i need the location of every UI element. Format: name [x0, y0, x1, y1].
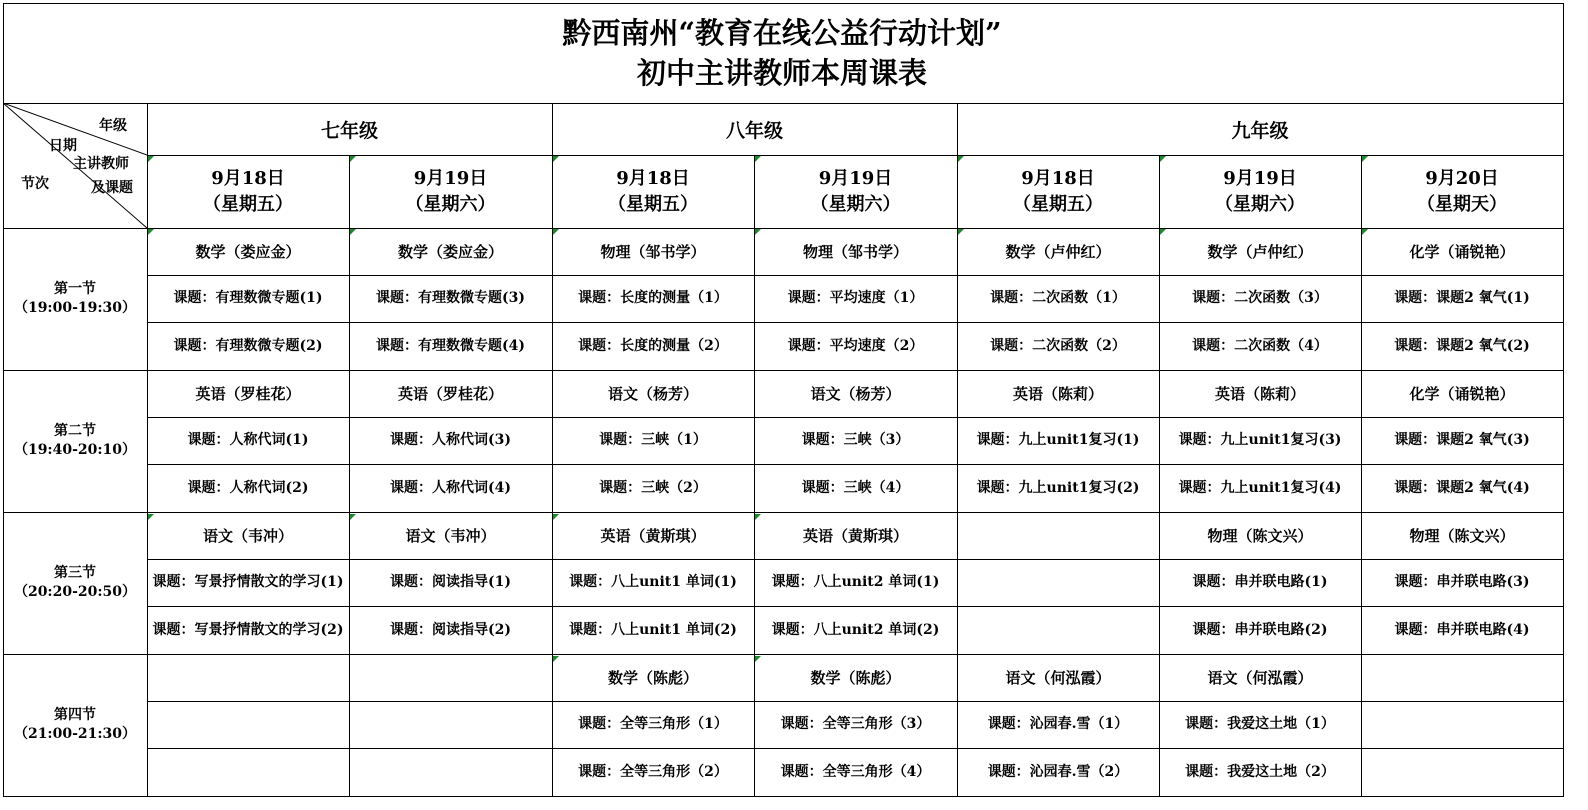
cell-comment-marker — [755, 656, 761, 662]
topic-cell — [1361, 748, 1563, 796]
grid-line — [147, 322, 1563, 323]
cell-comment-marker — [148, 514, 154, 520]
topic-cell: 课题：全等三角形（2） — [578, 763, 728, 780]
grid-line — [957, 103, 958, 796]
topic-cell: 课题：二次函数（1） — [990, 290, 1126, 306]
topic-cell: 课题：有理数微专题(4) — [376, 337, 525, 354]
grid-line — [147, 103, 148, 796]
period-name: 第二节 — [54, 423, 96, 439]
grid-line — [1159, 155, 1160, 796]
teacher-cell: 语文（何泓霞） — [1005, 669, 1111, 687]
date-header — [1159, 155, 1361, 228]
cell-comment-marker — [350, 229, 356, 235]
title-line-2: 初中主讲教师本周课表 — [636, 56, 927, 90]
topic-cell: 课题：课题2 氧气(1) — [1394, 290, 1530, 306]
grid-line — [1361, 155, 1362, 796]
teacher-cell: 英语（黄斯琪） — [802, 527, 908, 545]
topic-cell: 课题：全等三角形（4） — [780, 763, 931, 780]
teacher-cell: 数学（娄应金） — [397, 243, 503, 261]
topic-cell: 课题：串并联电路(1) — [1192, 574, 1328, 590]
date-header — [1361, 155, 1563, 228]
weekday-text: （星期五） — [203, 193, 293, 215]
teacher-cell: 物理（邹书学） — [802, 243, 908, 261]
cell-comment-marker — [350, 514, 356, 520]
grid-line — [3, 512, 1563, 513]
date-header — [957, 155, 1159, 228]
topic-cell: 课题：写景抒情散文的学习(1) — [152, 574, 344, 590]
topic-cell: 课题：八上unit1 单词(1) — [569, 574, 737, 590]
cell-comment-marker — [755, 156, 761, 162]
grid-line — [147, 748, 1563, 749]
topic-cell: 课题：串并联电路(2) — [1192, 621, 1328, 638]
teacher-cell: 语文（何泓霞） — [1207, 669, 1313, 687]
cell-comment-marker — [958, 156, 964, 162]
topic-cell: 课题：人称代词(2) — [187, 479, 309, 496]
teacher-cell: 物理（陈文兴） — [1207, 527, 1313, 545]
topic-cell: 课题：长度的测量（1） — [578, 290, 728, 306]
corner-period-label: 节次 — [21, 176, 49, 192]
grid-line — [147, 606, 1563, 607]
topic-cell: 课题：有理数微专题(2) — [173, 337, 323, 354]
topic-cell: 课题：全等三角形（1） — [578, 716, 728, 732]
topic-cell: 课题：平均速度（1） — [787, 290, 924, 306]
topic-cell — [957, 559, 1159, 606]
grade-header: 七年级 — [320, 119, 378, 142]
topic-cell: 课题：三峡（1） — [599, 432, 707, 448]
corner-teacher-label-2: 及课题 — [91, 180, 133, 196]
topic-cell: 课题：串并联电路(4) — [1394, 621, 1530, 638]
topic-cell: 课题：三峡（3） — [801, 432, 910, 448]
topic-cell: 课题：阅读指导(1) — [390, 574, 511, 590]
weekday-text: （星期六） — [810, 193, 901, 215]
cell-comment-marker — [350, 156, 356, 162]
topic-cell: 课题：我爱这土地（1） — [1185, 716, 1335, 732]
teacher-cell: 英语（罗桂花） — [397, 385, 503, 403]
weekday-text: （星期天） — [1417, 193, 1507, 215]
teacher-cell: 化学（诵锐艳） — [1409, 385, 1515, 403]
topic-cell: 课题：课题2 氧气(4) — [1394, 479, 1530, 496]
topic-cell: 课题：二次函数（3） — [1192, 290, 1328, 306]
cell-comment-marker — [553, 514, 559, 520]
grid-line — [3, 796, 1564, 797]
date-header — [147, 155, 349, 228]
period-label — [3, 654, 147, 796]
grid-line — [552, 103, 553, 796]
cell-comment-marker — [958, 229, 964, 235]
topic-cell: 课题：九上unit1复习(3) — [1178, 432, 1342, 448]
grid-line — [3, 3, 1563, 4]
topic-cell: 课题：八上unit2 单词(2) — [771, 621, 940, 638]
date-header — [754, 155, 957, 228]
period-label — [3, 512, 147, 654]
date-text: 9月18日 — [211, 167, 285, 189]
grid-line — [3, 228, 1563, 229]
topic-cell — [957, 606, 1159, 654]
topic-cell: 课题：长度的测量（2） — [578, 337, 728, 354]
cell-comment-marker — [553, 656, 559, 662]
topic-cell — [1361, 701, 1563, 748]
teacher-cell: 英语（罗桂花） — [195, 385, 301, 403]
teacher-cell — [147, 654, 349, 701]
period-time: （21:00-21:30） — [13, 726, 137, 742]
teacher-cell — [957, 512, 1159, 559]
cell-comment-marker — [553, 156, 559, 162]
topic-cell: 课题：全等三角形（3） — [780, 716, 931, 732]
teacher-cell: 语文（韦冲） — [202, 527, 293, 545]
cell-comment-marker — [1160, 156, 1166, 162]
cell-comment-marker — [1362, 229, 1368, 235]
corner-grade-label: 年级 — [99, 118, 127, 134]
teacher-cell: 英语（黄斯琪） — [600, 527, 706, 545]
grade-header: 八年级 — [725, 119, 783, 142]
topic-cell: 课题：有理数微专题(1) — [173, 290, 323, 306]
weekday-text: （星期五） — [1013, 193, 1103, 215]
topic-cell — [147, 701, 349, 748]
grid-line — [3, 370, 1563, 371]
weekday-text: （星期六） — [1215, 193, 1305, 215]
topic-cell: 课题：八上unit1 单词(2) — [569, 621, 737, 638]
corner-teacher-label-1: 主讲教师 — [73, 156, 129, 172]
teacher-cell: 数学（陈彪） — [607, 669, 698, 687]
cell-comment-marker — [148, 156, 154, 162]
topic-cell: 课题：八上unit2 单词(1) — [771, 574, 940, 590]
teacher-cell: 数学（娄应金） — [195, 243, 301, 261]
teacher-cell: 物理（邹书学） — [600, 243, 706, 261]
topic-cell: 课题：写景抒情散文的学习(2) — [152, 621, 344, 638]
topic-cell: 课题：沁园春.雪（2） — [987, 763, 1129, 780]
topic-cell: 课题：人称代词(4) — [390, 479, 511, 496]
date-header — [349, 155, 552, 228]
teacher-cell — [1361, 654, 1563, 701]
date-header — [552, 155, 754, 228]
topic-cell: 课题：九上unit1复习(4) — [1178, 479, 1342, 496]
date-text: 9月18日 — [1021, 167, 1095, 189]
grid-line — [147, 155, 1563, 156]
grid-line — [147, 464, 1563, 465]
corner-date-label: 日期 — [49, 138, 77, 154]
topic-cell: 课题：我爱这土地（2） — [1185, 763, 1335, 780]
date-text: 9月18日 — [616, 167, 690, 189]
topic-cell: 课题：人称代词(1) — [187, 432, 309, 448]
teacher-cell: 化学（诵锐艳） — [1409, 243, 1515, 261]
teacher-cell: 英语（陈莉） — [1012, 385, 1103, 403]
topic-cell: 课题：人称代词(3) — [390, 432, 511, 448]
grid-line — [147, 275, 1563, 276]
teacher-cell: 英语（陈莉） — [1214, 385, 1305, 403]
date-text: 9月19日 — [818, 167, 893, 189]
cell-comment-marker — [755, 229, 761, 235]
topic-cell: 课题：沁园春.雪（1） — [987, 716, 1129, 732]
grid-line — [147, 559, 1563, 560]
topic-cell: 课题：平均速度（2） — [787, 337, 924, 354]
teacher-cell: 物理（陈文兴） — [1409, 527, 1515, 545]
cell-comment-marker — [755, 514, 761, 520]
grade-header: 九年级 — [1231, 119, 1289, 142]
topic-cell: 课题：课题2 氧气(2) — [1394, 337, 1530, 354]
weekday-text: （星期六） — [405, 193, 496, 215]
date-text: 9月19日 — [1223, 167, 1297, 189]
period-name: 第四节 — [54, 707, 96, 723]
cell-comment-marker — [1362, 156, 1368, 162]
period-label — [3, 228, 147, 370]
teacher-cell: 数学（卢仲红） — [1005, 243, 1111, 261]
period-time: （20:20-20:50） — [13, 584, 137, 600]
grid-line — [3, 3, 4, 796]
topic-cell: 课题：有理数微专题(3) — [376, 290, 525, 306]
grid-line — [3, 103, 1563, 104]
topic-cell: 课题：二次函数（4） — [1192, 337, 1328, 354]
topic-cell: 课题：阅读指导(2) — [390, 621, 511, 638]
period-time: （19:00-19:30） — [13, 300, 137, 316]
grid-line — [1563, 3, 1564, 796]
topic-cell: 课题：九上unit1复习(2) — [976, 479, 1140, 496]
grid-line — [147, 701, 1563, 702]
topic-cell: 课题：三峡（4） — [801, 479, 910, 496]
date-text: 9月19日 — [413, 167, 488, 189]
topic-cell: 课题：二次函数（2） — [990, 337, 1126, 354]
grid-line — [349, 155, 350, 796]
corner-header — [3, 103, 147, 228]
teacher-cell: 语文（杨芳） — [810, 385, 901, 403]
cell-comment-marker — [1160, 229, 1166, 235]
table-title — [3, 3, 1561, 103]
date-text: 9月20日 — [1425, 167, 1499, 189]
teacher-cell: 语文（杨芳） — [607, 385, 698, 403]
period-time: （19:40-20:10） — [13, 442, 137, 458]
grid-line — [147, 417, 1563, 418]
cell-comment-marker — [148, 229, 154, 235]
topic-cell — [349, 748, 552, 796]
cell-comment-marker — [553, 229, 559, 235]
title-line-1: 黔西南州“教育在线公益行动计划” — [562, 16, 1002, 50]
period-name: 第三节 — [54, 565, 96, 581]
topic-cell: 课题：串并联电路(3) — [1394, 574, 1530, 590]
teacher-cell — [349, 654, 552, 701]
grid-line — [754, 155, 755, 796]
teacher-cell: 语文（韦冲） — [405, 527, 496, 545]
period-name: 第一节 — [54, 281, 96, 297]
topic-cell: 课题：课题2 氧气(3) — [1394, 432, 1530, 448]
grid-line — [3, 654, 1563, 655]
teacher-cell: 数学（卢仲红） — [1207, 243, 1313, 261]
teacher-cell: 数学（陈彪） — [810, 669, 901, 687]
topic-cell: 课题：三峡（2） — [599, 479, 707, 496]
topic-cell: 课题：九上unit1复习(1) — [976, 432, 1140, 448]
period-label — [3, 370, 147, 512]
topic-cell — [147, 748, 349, 796]
weekday-text: （星期五） — [608, 193, 698, 215]
topic-cell — [349, 701, 552, 748]
